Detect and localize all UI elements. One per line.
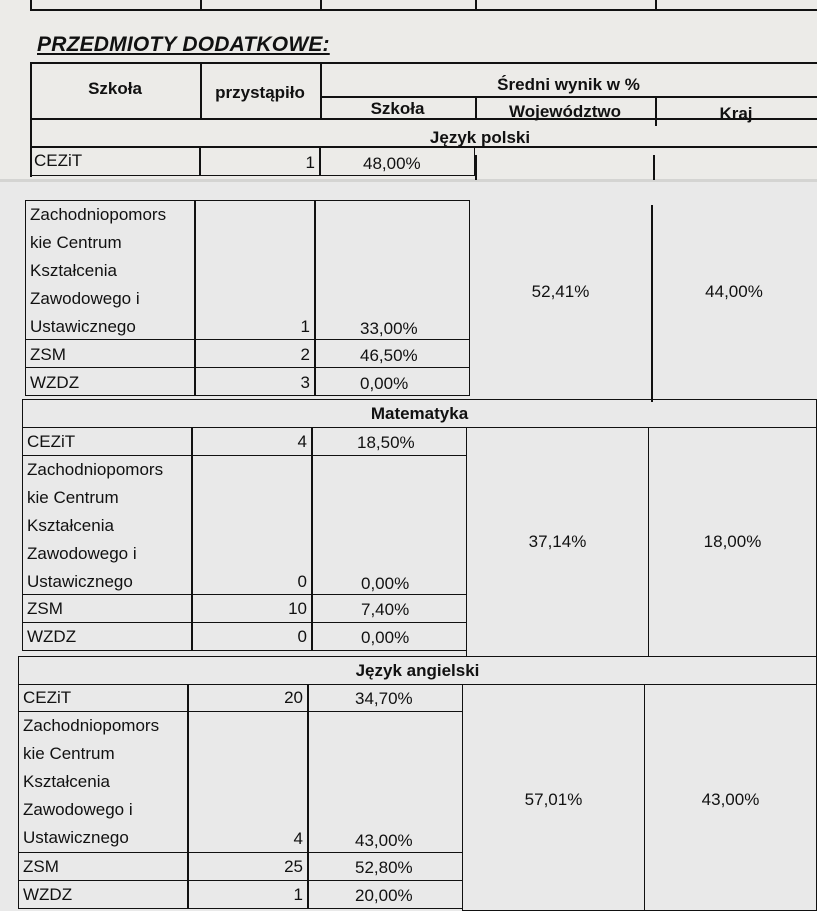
cell-school: ZSM <box>25 339 195 368</box>
school-line: Ustawicznego <box>30 317 136 336</box>
cell-voivodeship: 57,01% <box>462 684 645 911</box>
cell-score: 0,00% <box>312 622 467 651</box>
school-line: Ustawicznego <box>27 572 133 591</box>
cell-voivodeship: 37,14% <box>466 427 649 657</box>
cell-school: WZDZ <box>25 367 195 396</box>
cell-score: 0,00% <box>312 455 467 595</box>
cell-joined: 1 <box>188 880 308 909</box>
school-line: kie Centrum <box>23 744 115 763</box>
previous-table-bottom-border <box>30 9 817 11</box>
cell-score: 18,50% <box>312 427 467 456</box>
cell-score: 48,00% <box>320 147 475 176</box>
cell-country: 18,00% <box>648 427 817 657</box>
cell-school: CEZiT <box>22 427 192 456</box>
cell-joined: 4 <box>192 427 312 456</box>
header-country: Kraj <box>719 104 753 123</box>
school-line: Kształcenia <box>27 516 114 535</box>
cell-score: 52,80% <box>308 852 463 881</box>
cell-score: 20,00% <box>308 880 463 909</box>
cell-joined: 25 <box>188 852 308 881</box>
cell-score: 33,00% <box>315 200 470 340</box>
page-fold <box>0 179 817 182</box>
subject-title-polish: Język polski <box>429 128 531 147</box>
rule <box>30 62 817 64</box>
section-title: PRZEDMIOTY DODATKOWE: <box>37 33 330 56</box>
school-line: Zachodniopomors <box>30 205 167 224</box>
subject-title-english: Język angielski <box>18 656 817 685</box>
rule <box>475 155 477 180</box>
school-line: Zachodniopomors <box>27 460 164 479</box>
school-line: Zawodowego i <box>27 544 137 563</box>
cell-joined: 4 <box>188 711 308 853</box>
school-line: kie Centrum <box>27 488 119 507</box>
cell-country: 43,00% <box>644 684 817 911</box>
cell-score: 7,40% <box>312 594 467 623</box>
cell-joined: 1 <box>200 147 320 176</box>
previous-table-line <box>320 0 322 10</box>
school-line: Zawodowego i <box>23 800 133 819</box>
cell-school: WZDZ <box>18 880 188 909</box>
table-row <box>30 147 200 176</box>
cell-joined: 3 <box>195 367 315 396</box>
cell-joined: 0 <box>192 455 312 595</box>
header-sub-school: Szkoła <box>370 99 425 118</box>
cell-school-multiline <box>25 200 195 340</box>
previous-table-line <box>655 0 657 10</box>
school-line: Zawodowego i <box>30 289 140 308</box>
cell-joined: 20 <box>188 684 308 712</box>
school-line: Ustawicznego <box>23 828 129 847</box>
cell-school: CEZiT <box>18 684 188 712</box>
previous-table-line <box>200 0 202 10</box>
school-line: Kształcenia <box>23 772 110 791</box>
cell-score: 34,70% <box>308 684 463 712</box>
school-line: Kształcenia <box>30 261 117 280</box>
cell-school: ZSM <box>22 594 192 623</box>
cell-school: ZSM <box>18 852 188 881</box>
cell-score: 46,50% <box>315 339 470 368</box>
previous-table-line <box>30 0 32 10</box>
cell-school-multiline <box>18 711 188 853</box>
cell-joined: 2 <box>195 339 315 368</box>
cell-joined: 0 <box>192 622 312 651</box>
cell-voivodeship: 52,41% <box>531 282 590 301</box>
rule <box>320 96 817 98</box>
school-line: kie Centrum <box>30 233 122 252</box>
cell-joined: 1 <box>195 200 315 340</box>
previous-table-line <box>475 0 477 10</box>
cell-school: WZDZ <box>22 622 192 651</box>
header-joined: przystąpiło <box>215 83 305 102</box>
subject-title-math: Matematyka <box>22 399 817 428</box>
cell-score: 43,00% <box>308 711 463 853</box>
cell-score: 0,00% <box>315 367 470 396</box>
cell-school-multiline <box>22 455 192 595</box>
header-school: Szkoła <box>88 79 142 98</box>
header-voivodeship: Województwo <box>508 102 622 121</box>
cell-country: 44,00% <box>705 282 763 301</box>
rule <box>653 155 655 180</box>
school-line: Zachodniopomors <box>23 716 160 735</box>
cell-joined: 10 <box>192 594 312 623</box>
rule <box>651 205 653 402</box>
cell-school: CEZiT <box>34 151 83 170</box>
header-average: Średni wynik w % <box>497 75 640 94</box>
